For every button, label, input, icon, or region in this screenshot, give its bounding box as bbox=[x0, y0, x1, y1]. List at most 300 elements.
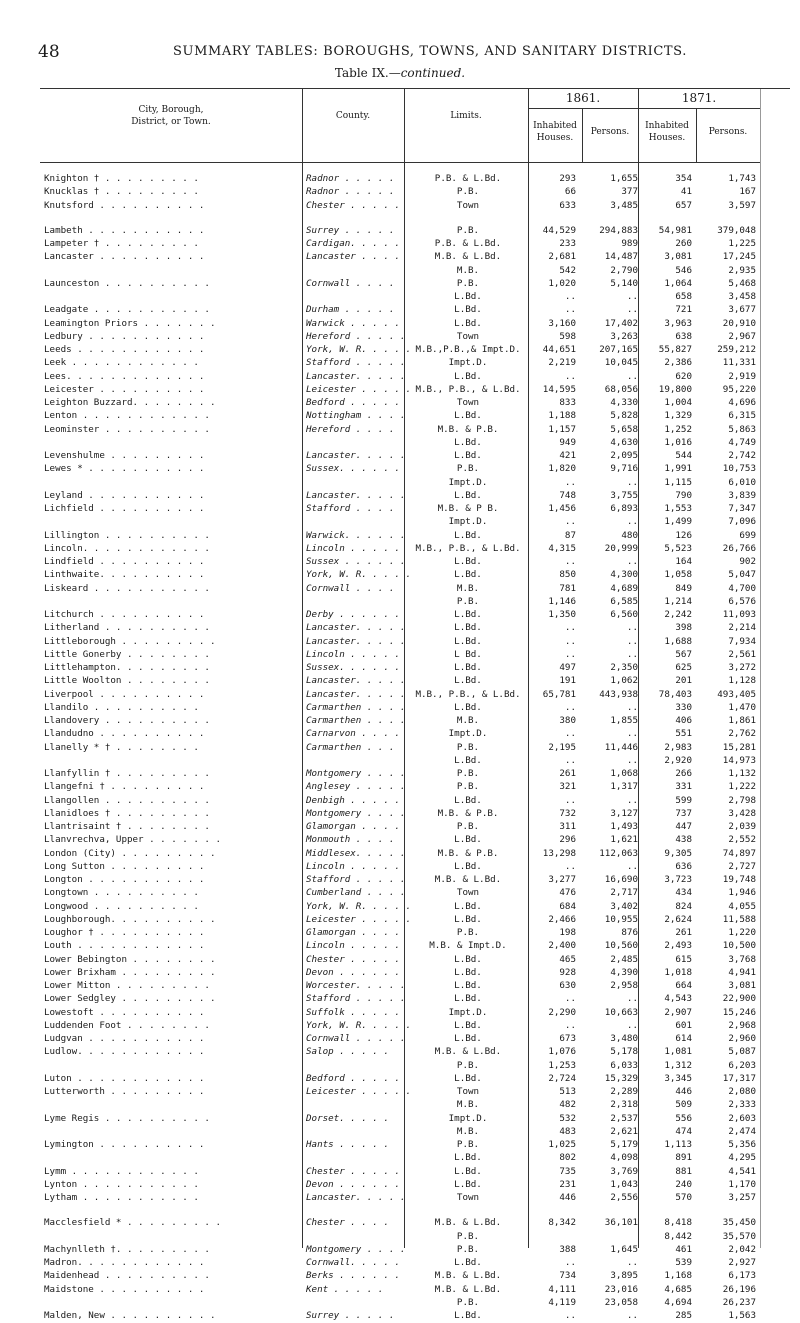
table-row bbox=[40, 648, 790, 662]
row-houses-1861: .. bbox=[564, 754, 576, 766]
row-limits: Impt.D. bbox=[448, 476, 488, 488]
row-limits: L.Bd. bbox=[454, 1165, 482, 1177]
row-houses-1861: .. bbox=[564, 622, 576, 634]
row-houses-1871: 1,312 bbox=[664, 1059, 692, 1071]
row-persons-1871: 2,727 bbox=[728, 860, 756, 872]
row-county: Cornwall . . . . bbox=[306, 277, 395, 289]
table-row bbox=[40, 568, 790, 582]
row-name: Louth . . . . . . . . . . . . bbox=[44, 940, 205, 952]
row-name: Lower Sedgley . . . . . . . . . bbox=[44, 993, 216, 1005]
row-name: Lutterworth . . . . . . . . . bbox=[44, 1086, 205, 1097]
row-persons-1871: 2,552 bbox=[728, 834, 756, 846]
row-houses-1871: 1,113 bbox=[664, 1139, 692, 1150]
row-houses-1871: 1,004 bbox=[664, 397, 692, 408]
row-name: Knutsford . . . . . . . . . . bbox=[44, 199, 205, 211]
row-houses-1861: 380 bbox=[559, 715, 576, 726]
row-persons-1861: 1,645 bbox=[610, 1243, 638, 1255]
row-limits: L.Bd. bbox=[454, 675, 482, 687]
row-houses-1871: 551 bbox=[675, 728, 692, 740]
row-houses-1871: 1,016 bbox=[664, 436, 692, 448]
row-persons-1861: 207,165 bbox=[599, 344, 638, 355]
row-county: Bedford . . . . . bbox=[306, 1072, 401, 1084]
row-houses-1861: .. bbox=[564, 635, 576, 647]
table-row bbox=[40, 688, 790, 702]
row-limits: L.Bd. bbox=[454, 662, 482, 673]
row-limits: L.Bd. bbox=[454, 622, 482, 634]
row-houses-1861: 4,119 bbox=[548, 1296, 576, 1308]
row-persons-1871: 4,749 bbox=[728, 436, 756, 448]
table-row bbox=[40, 966, 790, 980]
row-persons-1871: 1,128 bbox=[728, 675, 756, 687]
row-limits: L.Bd. bbox=[454, 1152, 482, 1164]
table-row bbox=[40, 423, 790, 437]
row-houses-1871: 1,329 bbox=[664, 410, 692, 422]
row-persons-1871: 902 bbox=[739, 556, 756, 567]
table-row bbox=[40, 886, 790, 900]
row-persons-1871: 3,597 bbox=[728, 199, 756, 211]
row-persons-1871: 1,222 bbox=[728, 781, 756, 793]
row-limits: Impt.D. bbox=[448, 728, 488, 740]
row-county: Carmarthen . . . bbox=[306, 741, 395, 753]
row-name: Liskeard . . . . . . . . . . . bbox=[44, 582, 210, 594]
row-persons-1861: 11,446 bbox=[604, 741, 638, 753]
row-persons-1861: .. bbox=[626, 516, 638, 528]
row-houses-1871: 446 bbox=[675, 1086, 692, 1097]
row-limits: Town bbox=[456, 1192, 480, 1203]
row-houses-1861: 14,595 bbox=[542, 383, 576, 395]
row-county: Leicester . . . . . bbox=[306, 913, 412, 925]
row-houses-1871: 201 bbox=[675, 675, 692, 687]
row-county: Anglesey . . . . . bbox=[306, 781, 406, 793]
row-houses-1861: .. bbox=[564, 794, 576, 806]
row-name: Lynton . . . . . . . . . . . bbox=[44, 1178, 199, 1190]
table-row bbox=[40, 185, 790, 199]
row-county: Glamorgan . . . . bbox=[306, 821, 401, 832]
table-row bbox=[40, 370, 790, 384]
row-persons-1871: 15,281 bbox=[722, 741, 756, 753]
row-limits: M.B. bbox=[456, 1125, 480, 1137]
table-row bbox=[40, 900, 790, 914]
row-persons-1861: 1,655 bbox=[610, 173, 638, 184]
table-row bbox=[40, 1085, 790, 1099]
row-persons-1861: 2,318 bbox=[610, 1099, 638, 1111]
row-county: Devon . . . . . . bbox=[306, 966, 401, 978]
table-row bbox=[40, 1072, 790, 1086]
header-inhabited: Inhabited bbox=[533, 121, 577, 131]
row-houses-1871: 41 bbox=[680, 186, 692, 198]
row-name: Ludlow. . . . . . . . . . . . bbox=[44, 1046, 205, 1058]
row-houses-1861: 949 bbox=[559, 436, 576, 448]
row-persons-1871: 2,603 bbox=[728, 1112, 756, 1124]
row-limits: P.B. bbox=[456, 277, 480, 289]
row-houses-1871: 1,018 bbox=[664, 966, 692, 978]
row-persons-1871: 6,173 bbox=[728, 1270, 756, 1282]
row-county: York, W. R. . . . . bbox=[306, 1019, 412, 1031]
table-row bbox=[40, 542, 790, 556]
row-houses-1861: 748 bbox=[559, 489, 576, 501]
row-limits: M.B. & L.Bd. bbox=[434, 251, 502, 263]
row-houses-1871: 354 bbox=[675, 173, 692, 184]
row-limits: P.B. bbox=[456, 1059, 480, 1071]
table-row bbox=[40, 476, 790, 490]
row-persons-1861: .. bbox=[626, 556, 638, 567]
row-county: Lancaster. . . . . bbox=[306, 635, 406, 647]
row-persons-1861: 15,329 bbox=[604, 1072, 638, 1084]
row-persons-1861: 20,999 bbox=[604, 542, 638, 554]
row-limits: L.Bd. bbox=[454, 489, 482, 501]
row-name: Levenshulme . . . . . . . . . bbox=[44, 450, 205, 461]
row-houses-1861: .. bbox=[564, 728, 576, 740]
row-limits: P.B. bbox=[456, 186, 480, 198]
row-houses-1861: .. bbox=[564, 648, 576, 660]
row-limits: Town bbox=[456, 199, 480, 211]
row-name: Long Sutton . . . . . . . . . bbox=[44, 860, 205, 872]
header-inhabited: Inhabited bbox=[645, 121, 689, 131]
row-houses-1861: 732 bbox=[559, 807, 576, 819]
row-county: Hereford . . . . . bbox=[306, 330, 406, 342]
row-name: Lees. . . . . . . . . . . . . bbox=[44, 370, 205, 382]
row-limits: L.Bd. bbox=[454, 966, 482, 978]
row-houses-1871: 126 bbox=[675, 529, 692, 541]
row-county: Lincoln . . . . . bbox=[306, 648, 401, 660]
row-county: Lancaster. . . . . bbox=[306, 489, 406, 501]
row-persons-1871: 5,356 bbox=[728, 1139, 756, 1150]
row-houses-1871: 406 bbox=[675, 715, 692, 726]
row-persons-1871: 5,863 bbox=[728, 423, 756, 435]
row-houses-1871: 8,418 bbox=[664, 1217, 692, 1229]
row-name: Machynlleth †. . . . . . . . . bbox=[44, 1243, 210, 1255]
row-name: Maidstone . . . . . . . . . . bbox=[44, 1283, 205, 1295]
row-limits: P.B. & L.Bd. bbox=[434, 238, 502, 249]
running-head: SUMMARY TABLES: BOROUGHS, TOWNS, AND SANITARY DISTRICTS. bbox=[173, 44, 687, 59]
row-houses-1861: .. bbox=[564, 516, 576, 528]
row-county: Chester . . . . . bbox=[306, 953, 401, 965]
row-persons-1871: 11,588 bbox=[722, 913, 756, 925]
row-limits: L Bd. bbox=[454, 648, 482, 660]
row-county: Lancaster . . . . bbox=[306, 251, 401, 263]
row-persons-1871: 26,766 bbox=[722, 542, 756, 554]
row-houses-1871: 285 bbox=[675, 1310, 692, 1321]
row-persons-1861: 294,883 bbox=[599, 224, 638, 236]
table-row bbox=[40, 1112, 790, 1126]
table-row bbox=[40, 1059, 790, 1073]
row-name: Llanidloes † . . . . . . . . . bbox=[44, 807, 210, 819]
row-county: Montgomery . . . . bbox=[306, 1243, 406, 1255]
row-persons-1861: 112,063 bbox=[599, 847, 638, 859]
row-houses-1871: 891 bbox=[675, 1152, 692, 1164]
row-persons-1871: 1,563 bbox=[728, 1310, 756, 1321]
row-persons-1861: 10,955 bbox=[604, 913, 638, 925]
row-county: Lincoln . . . . . bbox=[306, 542, 401, 554]
table-row bbox=[40, 1243, 790, 1257]
row-limits: L.Bd. bbox=[454, 980, 482, 991]
row-houses-1861: 2,219 bbox=[548, 357, 576, 369]
table-row bbox=[40, 303, 790, 317]
table-row bbox=[40, 343, 790, 357]
table-row bbox=[40, 582, 790, 596]
row-persons-1861: 1,062 bbox=[610, 675, 638, 687]
row-houses-1861: 802 bbox=[559, 1152, 576, 1164]
table-row bbox=[40, 794, 790, 808]
table-row bbox=[40, 873, 790, 887]
row-limits: M.B. & P.B. bbox=[437, 807, 499, 819]
table-row bbox=[40, 1178, 790, 1192]
table-row bbox=[40, 277, 790, 291]
row-persons-1871: 2,927 bbox=[728, 1257, 756, 1268]
row-houses-1871: 636 bbox=[675, 860, 692, 872]
row-county: Surrey . . . . . bbox=[306, 224, 395, 236]
row-county: Chester . . . . bbox=[306, 1217, 389, 1229]
table-row bbox=[40, 939, 790, 953]
row-houses-1861: 833 bbox=[559, 397, 576, 408]
row-persons-1871: 14,973 bbox=[722, 754, 756, 766]
row-county: Glamorgan . . . . bbox=[306, 927, 401, 938]
row-persons-1871: 6,576 bbox=[728, 595, 756, 607]
row-persons-1871: 3,839 bbox=[728, 489, 756, 501]
row-name: Lenton . . . . . . . . . . . . bbox=[44, 410, 210, 422]
row-county: Radnor . . . . . bbox=[306, 186, 395, 198]
row-houses-1871: 1,168 bbox=[664, 1270, 692, 1282]
table-row bbox=[40, 264, 790, 278]
row-houses-1871: 4,685 bbox=[664, 1283, 692, 1295]
row-persons-1871: 3,768 bbox=[728, 953, 756, 965]
row-county: Denbigh . . . . . bbox=[306, 794, 401, 806]
row-persons-1871: 2,762 bbox=[728, 728, 756, 740]
row-persons-1871: 2,042 bbox=[728, 1243, 756, 1255]
row-houses-1871: 1,058 bbox=[664, 569, 692, 581]
row-county: Berks . . . . . . bbox=[306, 1270, 401, 1282]
row-houses-1861: 542 bbox=[559, 264, 576, 276]
row-name: Lowestoft . . . . . . . . . . bbox=[44, 1006, 205, 1018]
row-limits: L.Bd. bbox=[454, 754, 482, 766]
row-county: Carmarthen . . . . bbox=[306, 715, 406, 726]
header-persons-1861: Persons. bbox=[590, 127, 630, 137]
row-persons-1861: 36,101 bbox=[604, 1217, 638, 1229]
row-name: Longwood . . . . . . . . . . bbox=[44, 900, 199, 912]
row-persons-1871: 4,941 bbox=[728, 966, 756, 978]
row-limits: M.B. & L.Bd. bbox=[434, 1270, 502, 1282]
row-county: Montgomery . . . . bbox=[306, 768, 406, 779]
table-row bbox=[40, 396, 790, 410]
row-persons-1871: 7,934 bbox=[728, 635, 756, 647]
row-houses-1871: 461 bbox=[675, 1243, 692, 1255]
row-county: Lancaster. . . . . bbox=[306, 675, 406, 687]
row-houses-1871: 3,963 bbox=[664, 317, 692, 329]
header-limits: Limits. bbox=[450, 111, 482, 121]
table-row bbox=[40, 489, 790, 503]
row-county: Chester . . . . . bbox=[306, 1165, 401, 1177]
row-persons-1861: 2,537 bbox=[610, 1112, 638, 1124]
row-county: Worcester. . . . . bbox=[306, 980, 406, 991]
table-row bbox=[40, 913, 790, 927]
row-houses-1861: 2,290 bbox=[548, 1006, 576, 1018]
table-row bbox=[40, 820, 790, 834]
row-persons-1861: 2,556 bbox=[610, 1192, 638, 1203]
row-persons-1871: 11,331 bbox=[722, 357, 756, 369]
table-row bbox=[40, 807, 790, 821]
row-houses-1861: 8,342 bbox=[548, 1217, 576, 1229]
row-county: Durham . . . . . bbox=[306, 304, 395, 316]
row-limits: L.Bd. bbox=[454, 556, 482, 567]
row-persons-1861: .. bbox=[626, 701, 638, 713]
row-limits: P.B. bbox=[456, 781, 480, 793]
table-row bbox=[40, 1019, 790, 1033]
row-persons-1861: 6,033 bbox=[610, 1059, 638, 1071]
row-houses-1871: 330 bbox=[675, 701, 692, 713]
rule bbox=[528, 108, 760, 109]
row-houses-1871: 2,907 bbox=[664, 1006, 692, 1018]
row-persons-1871: 11,093 bbox=[722, 609, 756, 620]
row-persons-1861: 6,560 bbox=[610, 609, 638, 620]
row-persons-1861: 3,485 bbox=[610, 199, 638, 211]
row-name: Lymington . . . . . . . . . . bbox=[44, 1139, 205, 1150]
row-county: Stafford . . . . . bbox=[306, 874, 406, 885]
row-persons-1871: 5,468 bbox=[728, 277, 756, 289]
row-persons-1861: .. bbox=[626, 291, 638, 302]
row-name: Leighton Buzzard. . . . . . . . bbox=[44, 397, 216, 408]
row-county: Devon . . . . . . bbox=[306, 1178, 401, 1190]
row-houses-1871: 2,493 bbox=[664, 940, 692, 952]
row-persons-1871: 2,561 bbox=[728, 648, 756, 660]
header-houses-1861 bbox=[528, 120, 582, 144]
table-row bbox=[40, 1216, 790, 1230]
row-persons-1861: 2,485 bbox=[610, 953, 638, 965]
row-persons-1871: 20,910 bbox=[722, 317, 756, 329]
row-name: Longton . . . . . . . . . . . bbox=[44, 874, 205, 885]
row-persons-1861: .. bbox=[626, 754, 638, 766]
table-row bbox=[40, 1309, 790, 1323]
header-houses: Houses. bbox=[536, 133, 574, 143]
row-limits: M.B. & P.B. bbox=[437, 847, 499, 859]
row-persons-1871: 17,317 bbox=[722, 1072, 756, 1084]
row-persons-1871: 4,541 bbox=[728, 1165, 756, 1177]
row-houses-1871: 1,115 bbox=[664, 476, 692, 488]
row-houses-1871: 658 bbox=[675, 291, 692, 302]
row-persons-1861: 5,178 bbox=[610, 1046, 638, 1058]
row-houses-1871: 78,403 bbox=[658, 688, 692, 700]
row-houses-1861: 928 bbox=[559, 966, 576, 978]
row-limits: M.B.,P.B.,& Impt.D. bbox=[415, 344, 521, 355]
row-persons-1861: 3,402 bbox=[610, 900, 638, 912]
row-limits: L.Bd. bbox=[454, 317, 482, 329]
row-houses-1861: .. bbox=[564, 860, 576, 872]
row-houses-1871: 8,442 bbox=[664, 1230, 692, 1242]
row-houses-1871: 849 bbox=[675, 582, 692, 594]
row-houses-1871: 509 bbox=[675, 1099, 692, 1111]
header-city bbox=[40, 104, 302, 128]
row-houses-1861: 2,466 bbox=[548, 913, 576, 925]
row-houses-1861: .. bbox=[564, 304, 576, 316]
row-houses-1871: 599 bbox=[675, 794, 692, 806]
row-houses-1871: 1,499 bbox=[664, 516, 692, 528]
row-houses-1861: 4,315 bbox=[548, 542, 576, 554]
row-houses-1861: 293 bbox=[559, 173, 576, 184]
row-name: Llanfyllin † . . . . . . . . . bbox=[44, 768, 210, 779]
row-houses-1861: 1,146 bbox=[548, 595, 576, 607]
row-persons-1861: 2,350 bbox=[610, 662, 638, 673]
row-county: Cornwall. . . . . bbox=[306, 1257, 401, 1268]
row-limits: L.Bd. bbox=[454, 1178, 482, 1190]
table-row bbox=[40, 780, 790, 794]
row-persons-1861: .. bbox=[626, 794, 638, 806]
row-houses-1861: 513 bbox=[559, 1086, 576, 1097]
row-county: Sussex. . . . . . bbox=[306, 463, 401, 475]
row-limits: L.Bd. bbox=[454, 1019, 482, 1031]
table-row bbox=[40, 635, 790, 649]
row-county: York, W. R. . . . . bbox=[306, 900, 412, 912]
row-persons-1861: 2,621 bbox=[610, 1125, 638, 1137]
table-row bbox=[40, 1269, 790, 1283]
row-houses-1871: 556 bbox=[675, 1112, 692, 1124]
row-houses-1861: .. bbox=[564, 1257, 576, 1268]
row-persons-1861: 1,855 bbox=[610, 715, 638, 726]
row-persons-1871: 493,405 bbox=[717, 688, 756, 700]
row-county: Stafford . . . . . bbox=[306, 993, 406, 1005]
row-limits: L.Bd. bbox=[454, 436, 482, 448]
table-row bbox=[40, 409, 790, 423]
row-county: Salop . . . . . bbox=[306, 1046, 389, 1058]
table-row bbox=[40, 1032, 790, 1046]
row-houses-1861: 231 bbox=[559, 1178, 576, 1190]
row-houses-1871: 266 bbox=[675, 768, 692, 779]
row-persons-1861: 9,716 bbox=[610, 463, 638, 475]
row-county: Cornwall . . . . bbox=[306, 582, 395, 594]
row-persons-1861: 5,658 bbox=[610, 423, 638, 435]
row-county: Suffolk . . . . . bbox=[306, 1006, 401, 1018]
row-limits: P.B. bbox=[456, 1296, 480, 1308]
row-houses-1861: 476 bbox=[559, 887, 576, 899]
row-name: Lymm . . . . . . . . . . . . bbox=[44, 1165, 199, 1177]
row-persons-1861: .. bbox=[626, 728, 638, 740]
row-persons-1861: 4,689 bbox=[610, 582, 638, 594]
row-houses-1871: 55,827 bbox=[658, 344, 692, 355]
row-houses-1861: 4,111 bbox=[548, 1283, 576, 1295]
row-limits: L.Bd. bbox=[454, 370, 482, 382]
row-persons-1861: 14,487 bbox=[604, 251, 638, 263]
row-persons-1861: 1,621 bbox=[610, 834, 638, 846]
row-county: Leicester . . . . . bbox=[306, 383, 412, 395]
table-row bbox=[40, 1230, 790, 1244]
row-name: Lampeter † . . . . . . . . . bbox=[44, 238, 199, 249]
row-county: Hereford . . . . bbox=[306, 423, 395, 435]
row-houses-1871: 5,523 bbox=[664, 542, 692, 554]
row-limits: L.Bd. bbox=[454, 450, 482, 461]
row-name: Lillington . . . . . . . . . . bbox=[44, 529, 210, 541]
row-limits: P.B. bbox=[456, 1243, 480, 1255]
row-limits: P.B. bbox=[456, 1139, 480, 1150]
row-persons-1861: 5,828 bbox=[610, 410, 638, 422]
row-houses-1871: 539 bbox=[675, 1257, 692, 1268]
row-name: Leeds . . . . . . . . . . . . bbox=[44, 344, 205, 355]
row-persons-1871: 3,272 bbox=[728, 662, 756, 673]
header-houses-1871 bbox=[638, 120, 696, 144]
row-limits: M.B. & L.Bd. bbox=[434, 1283, 502, 1295]
row-persons-1861: 3,755 bbox=[610, 489, 638, 501]
row-houses-1861: 2,681 bbox=[548, 251, 576, 263]
row-name: Llanelly * † . . . . . . . . bbox=[44, 741, 199, 753]
row-houses-1871: 398 bbox=[675, 622, 692, 634]
row-county: Lincoln . . . . . bbox=[306, 860, 401, 872]
table-row bbox=[40, 1045, 790, 1059]
row-houses-1871: 240 bbox=[675, 1178, 692, 1190]
table-row bbox=[40, 714, 790, 728]
row-persons-1861: 443,938 bbox=[599, 688, 638, 700]
row-name: Little Gonerby . . . . . . . . bbox=[44, 648, 210, 660]
row-county: Sussex. . . . . . bbox=[306, 662, 401, 673]
row-houses-1861: .. bbox=[564, 993, 576, 1005]
row-persons-1871: 1,225 bbox=[728, 238, 756, 249]
row-houses-1861: 2,195 bbox=[548, 741, 576, 753]
